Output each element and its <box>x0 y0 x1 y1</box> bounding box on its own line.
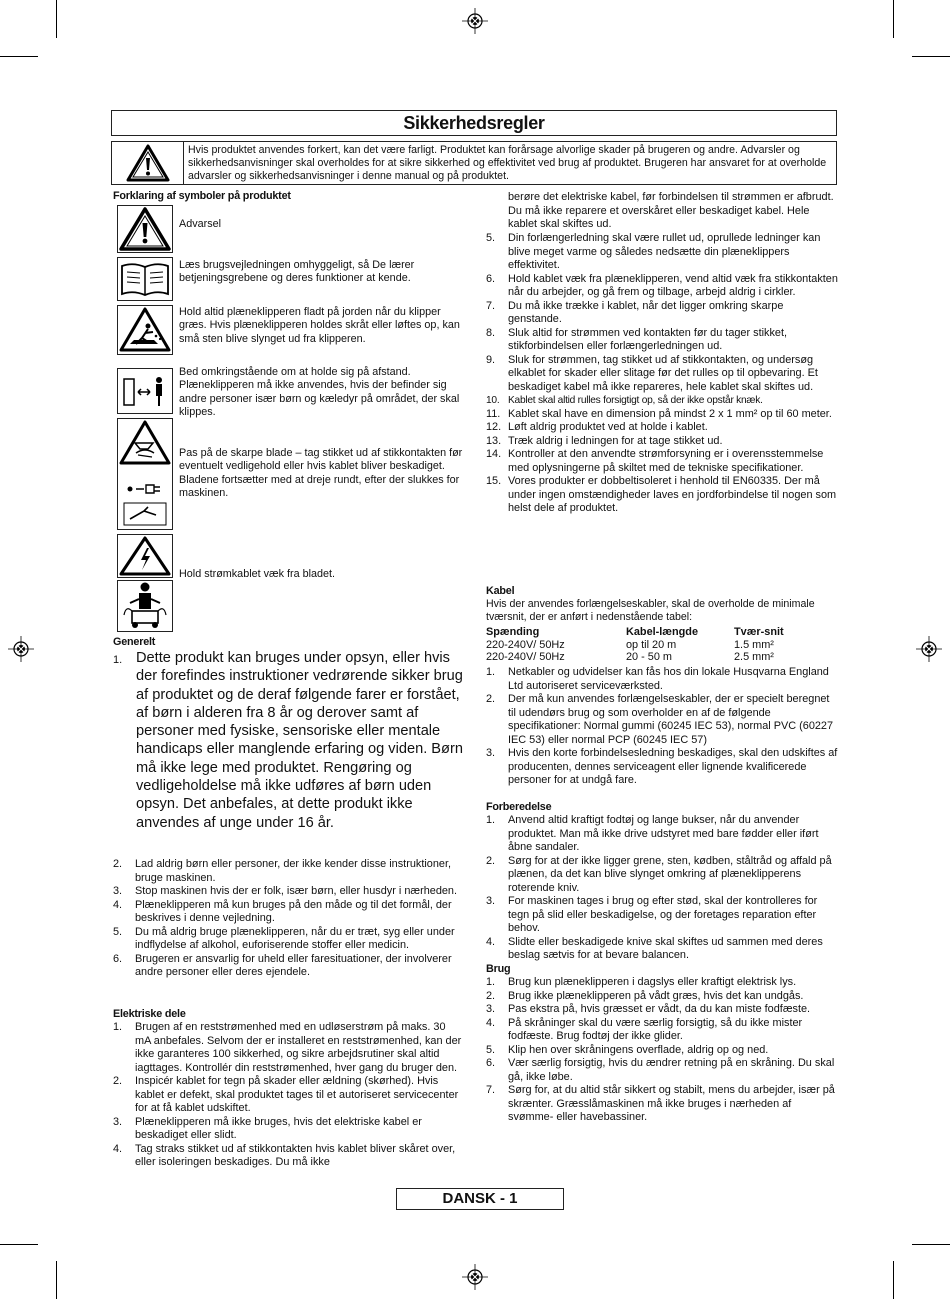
warning-triangle-icon <box>126 144 170 182</box>
list-item: 7. Sørg for, at du altid står sikkert og stabilt, mens du arbejder, især på skrænter. Græsslåmaskinen må ikke bruges i nærheden af svømme- eller havebassiner. <box>486 1084 835 1123</box>
symbol-box <box>117 257 173 301</box>
list-item: 7. Du må ikke trække i kablet, når det ligger omkring skarpe genstande. <box>486 299 784 325</box>
crop-mark <box>893 0 894 38</box>
electrical-continuation: berøre det elektriske kabel, før forbindelsen til strømmen er afbrudt. Du må ikke reparere et overskåret eller beskadiget kabel. Hele kablet skal skiftes ud. <box>508 191 834 230</box>
list-item: 6. Brugeren er ansvarlig for uheld eller faresituationer, der involverer andre personer eller deres ejendele. <box>113 952 452 978</box>
list-item: 5. Din forlængerledning skal være rullet ud, oprullede ledninger kan blive meget varme og således nedsætte din plæneklippers effektivitet. <box>486 232 821 271</box>
list-item: 3. Stop maskinen hvis der er folk, især børn, eller husdyr i nærheden. <box>113 885 458 897</box>
general-list-cont <box>113 858 463 980</box>
general-list <box>113 649 465 832</box>
table-header: Kabel-længde <box>626 626 699 638</box>
electrical-list <box>113 1021 463 1170</box>
crop-mark <box>0 56 38 57</box>
list-item: 2. Sørg for at der ikke ligger grene, sten, kødben, ståltråd og affald på plænen, da det kan blive slynget omkring af plæneklipperens roterende kniv. <box>486 854 832 894</box>
registration-mark-icon <box>462 8 488 34</box>
table-header: Tvær-snit <box>734 626 784 638</box>
list-item: 3. Hvis den korte forbindelsesledning beskadiges, skal den udskiftes af producenten, dennes serviceagent eller lignende kvalificerede personer for at undgå fare. <box>486 747 838 786</box>
list-item: 10. Kablet skal altid rulles forsigtigt op, så der ikke opstår knæk. <box>486 395 763 406</box>
list-item: 6. Vær særlig forsigtig, hvis du ændrer retning på en skråning. Du skal gå, ikke løbe. <box>486 1057 835 1083</box>
cable-intro: Hvis der anvendes forlængelseskabler, skal de overholde de minimale tværsnit, der er anført i nedenstående tabel: <box>486 598 815 623</box>
table-cell: op til 20 m <box>626 638 677 651</box>
list-item: 9. Sluk for strømmen, tag stikket ud af stikkontakten, og undersøg elkablet for skader eller slitage før det rulles op til opbevaring. Et beskadiget kabel må ikke repareres, hele kablet skal skiftes ud. <box>486 353 818 393</box>
table-row <box>486 651 816 664</box>
list-item: 8. Sluk altid for strømmen ved kontakten før du tager stikket, stikforbindelsen eller forlængerledningen ud. <box>486 326 788 352</box>
list-item: 2. Inspicér kablet for tegn på skader eller ældning (skørhed). Hvis kablet er defekt, skal produktet tages til et autoriseret servicecenter for at få kablet udskiftet. <box>113 1075 459 1114</box>
usage-heading: Brug <box>486 963 511 975</box>
list-item: 1. Anvend altid kraftigt fodtøj og lange bukser, når du anvender produktet. Man må ikke drive udstyret med bare fødder eller iført åbne sandaler. <box>486 814 819 853</box>
electrical-heading: Elektriske dele <box>113 1008 186 1020</box>
table-cell: 220-240V/ 50Hz <box>486 638 565 651</box>
registration-mark-icon <box>8 636 34 662</box>
list-item: 4. Slidte eller beskadigede knive skal skiftes ud sammen med deres beslag sætvis for at bevare balancen. <box>486 935 823 961</box>
symbol-box <box>117 580 173 632</box>
symbol-text: Læs brugsvejledningen omhyggeligt, så De lærer betjeningsgrebene og deres funktioner at kende. <box>179 259 415 285</box>
list-item: 4. Plæneklipperen må kun bruges på den måde og til det formål, der beskrives i denne vejledning. <box>113 898 452 924</box>
list-item: 12. Løft aldrig produktet ved at holde i kablet. <box>486 421 708 433</box>
list-item: 1. Dette produkt kan bruges under opsyn, eller hvis der forefindes instruktioner vedrørende sikker brug af produktet og de deraf følgende farer er forstået, af børn i alderen fra 8 år og derover samt af personer med fysiske, sensoriske eller mentale handicaps eller manglende erfaring og viden. Børn må ikke lege med produktet. Rengøring og vedligeholdelse må ikke udføres af børn uden opsyn. Det anbefales, at dette produkt ikke anvendes af unge under 16 år. <box>113 650 463 831</box>
intro-warning-text: Hvis produktet anvendes forkert, kan det være farligt. Produktet kan forårsage alvorlige skader på brugeren og andre. Advarsler og sikkerhedsanvisninger skal overholdes for at sikre sikkerhed og effektivitet ved brug af produktet. Brugeren har ansvaret for at overholde advarsler og sikkerhedsanvisninger i denne manual og på produktet. <box>188 144 827 183</box>
list-item: 5. Klip hen over skråningens overflade, aldrig op og ned. <box>486 1043 769 1056</box>
crop-mark <box>912 1244 950 1245</box>
crop-mark <box>912 56 950 57</box>
list-item: 2. Lad aldrig børn eller personer, der ikke kender disse instruktioner, bruge maskinen. <box>113 858 451 884</box>
usage-list <box>486 976 838 1125</box>
list-item: 4. Tag straks stikket ud af stikkontakten hvis kablet bliver skåret over, eller isoleringen beskadiges. Du må ikke <box>113 1142 456 1168</box>
keep-distance-icon <box>118 369 172 413</box>
registration-mark-icon <box>462 1264 488 1290</box>
list-item: 1. Netkabler og udvidelser kan fås hos din lokale Husqvarna England Ltd autoriseret serviceværksted. <box>486 666 829 692</box>
symbol-text: Advarsel <box>179 218 222 230</box>
symbol-text: Pas på de skarpe blade – tag stikket ud af stikkontakten før eventuelt vedligehold eller hvis kablet bliver beskadiget. Bladene fortsætter med at dreje rundt, efter der slukkes for maskinen. <box>179 447 463 500</box>
page-number: DANSK - 1 <box>396 1188 564 1210</box>
thrown-objects-icon <box>118 306 172 354</box>
symbol-text: Bed omkringstående om at holde sig på afstand. Plæneklipperen må ikke anvendes, hvis der befinder sig andre personer især børn og kæledyr på området, der skal klippes. <box>179 366 460 419</box>
symbol-box <box>117 305 173 355</box>
list-item: 3. For maskinen tages i brug og efter stød, skal der kontrolleres for tegn på slid eller beskadigelse, og der foretages reparation efter behov. <box>486 895 818 934</box>
crop-mark <box>0 1244 38 1245</box>
table-cell: 220-240V/ 50Hz <box>486 651 565 663</box>
cable-heading: Kabel <box>486 585 515 597</box>
list-item: 5. Du må aldrig bruge plæneklipperen, når du er træt, syg eller under indflydelse af alkohol, euforiserende stoffer eller medicin. <box>113 925 455 951</box>
crop-mark <box>56 0 57 38</box>
electric-cable-icon <box>118 535 172 577</box>
crop-mark <box>56 1261 57 1299</box>
table-header: Spænding <box>486 626 540 638</box>
warning-triangle-icon <box>118 206 172 252</box>
read-manual-icon <box>118 258 172 300</box>
symbol-box <box>117 534 173 578</box>
electrical-list-cont <box>486 232 838 516</box>
preparation-heading: Forberedelse <box>486 801 552 813</box>
table-row <box>486 639 816 652</box>
list-item: 6. Hold kablet væk fra plæneklipperen, vend altid væk fra stikkontakten når du arbejder, og gå frem og tilbage, arbejd aldrig i cirkler. <box>486 272 838 298</box>
list-item: 2. Brug ikke plæneklipperen på vådt græs, hvis det kan undgås. <box>486 989 804 1002</box>
list-item: 11. Kablet skal have en dimension på mindst 2 x 1 mm² op til 60 meter. <box>486 407 832 420</box>
preparation-list <box>486 814 838 963</box>
symbol-box <box>117 418 173 530</box>
symbol-box <box>117 205 173 253</box>
list-item: 1. Brugen af en reststrømenhed med en udløserstrøm på maks. 30 mA anbefales. Selvom der er installeret en reststrømenhed, kan der ikke garanteres 100 sikkerhed, og sikre arbejdsrutiner skal altid iagttages. Kontrollér din reststrømenhed, hver gang du bruger den. <box>113 1021 462 1074</box>
list-item: 14. Kontroller at den anvendte strømforsyning er i overensstemmelse med oplysningerne på skiltet med de tekniske specifikationer. <box>486 448 824 474</box>
symbols-heading: Forklaring af symboler på produktet <box>113 190 291 202</box>
cable-list <box>486 666 838 788</box>
list-item: 4. På skråninger skal du være særlig forsigtig, så du ikke mister fodfæste. Brug fodtøj der ikke glider. <box>486 1016 803 1042</box>
list-item: 3. Plæneklipperen må ikke bruges, hvis det elektriske kabel er beskadiget eller slidt. <box>113 1115 422 1141</box>
cable-table <box>486 626 816 664</box>
list-item: 2. Der må kun anvendes forlængelseskabler, der er specielt beregnet til udendørs brug og som overholder en af de følgende specifikationer: Normal gummi (60245 IEC 53), normal PVC (60227 IEC 53) eller normal PCP (60245 IEC 57) <box>486 693 834 746</box>
table-cell: 2.5 mm² <box>734 651 774 663</box>
crop-mark <box>893 1261 894 1299</box>
page-title: Sikkerhedsregler <box>111 110 837 136</box>
table-cell: 1.5 mm² <box>734 638 774 651</box>
symbol-text: Hold altid plæneklipperen fladt på jorden når du klipper græs. Hvis plæneklipperen holdes skråt eller løftes op, kan små sten blive slynget ud fra klipperen. <box>179 306 460 345</box>
general-heading: Generelt <box>113 636 156 648</box>
symbol-box <box>117 368 173 414</box>
registration-mark-icon <box>916 636 942 662</box>
list-item: 15. Vores produkter er dobbeltisoleret i henhold til EN60335. Der må under ingen omstændigheder laves en jordforbindelse til nogen som helst dele af produktet. <box>486 475 837 514</box>
intro-warning-box <box>111 141 837 185</box>
table-cell: 20 - 50 m <box>626 651 673 663</box>
list-item: 1. Brug kun plæneklipperen i dagslys eller kraftigt elektrisk lys. <box>486 976 797 988</box>
symbol-text: Hold strømkablet væk fra bladet. <box>179 568 336 580</box>
sharp-blades-icon <box>118 419 172 529</box>
table-header-row <box>486 626 816 639</box>
mower-operator-icon <box>118 581 172 631</box>
list-item: 13. Træk aldrig i ledningen for at tage stikket ud. <box>486 434 723 447</box>
intro-warning-icon-cell <box>112 142 184 184</box>
list-item: 3. Pas ekstra på, hvis græsset er vådt, da du kan miste fodfæste. <box>486 1003 811 1015</box>
